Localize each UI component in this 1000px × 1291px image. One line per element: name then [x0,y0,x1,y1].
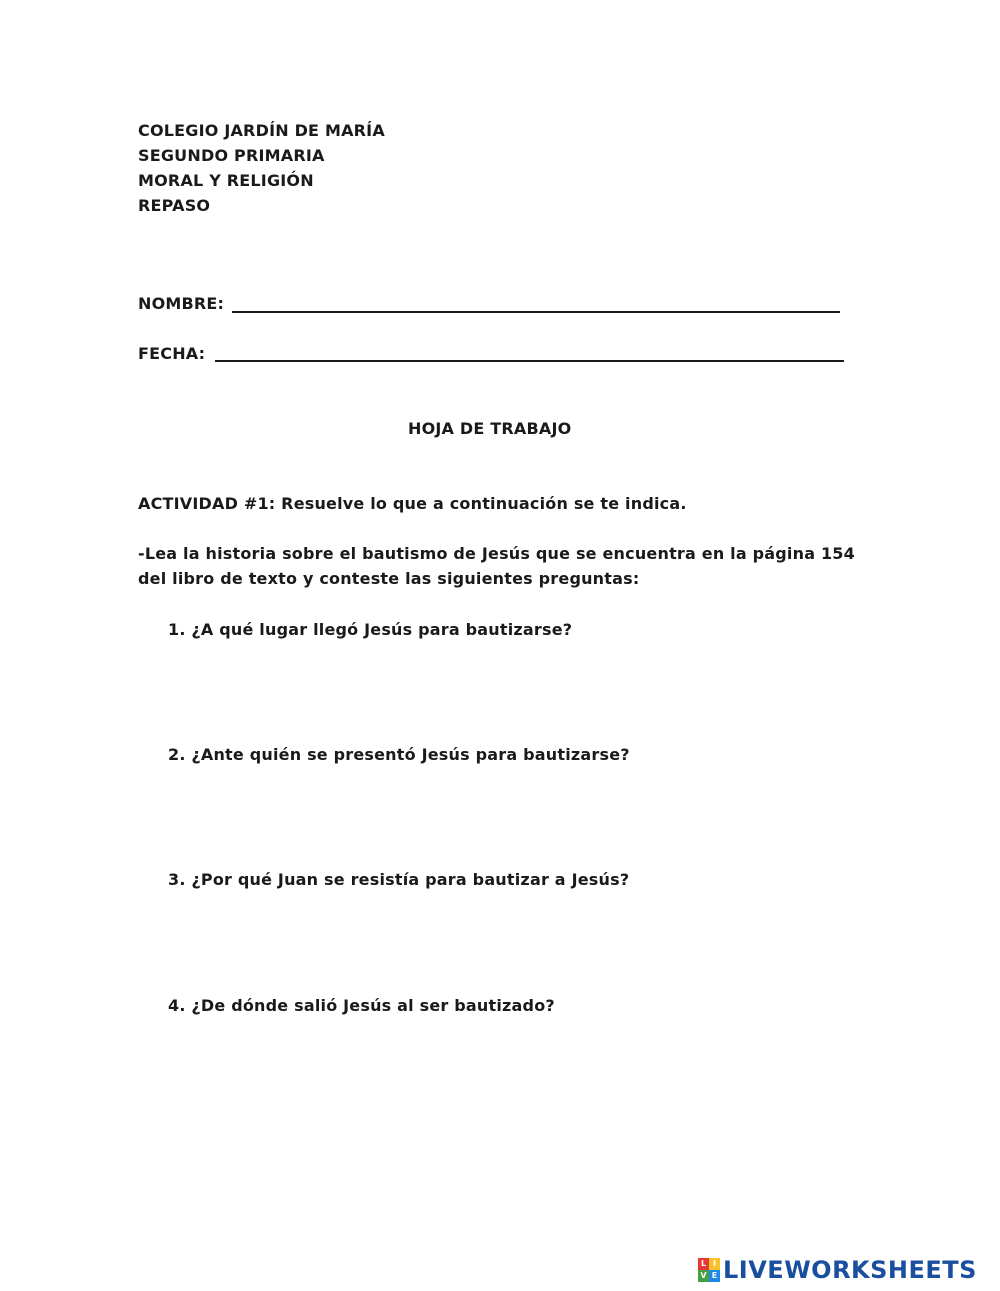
activity-instruction: Resuelve lo que a continuación se te indica. [281,494,687,513]
intro-line-1: -Lea la historia sobre el bautismo de Jesús que se encuentra en la página 154 [138,544,855,563]
answer-area-4[interactable] [196,1026,816,1096]
logo-mark-icon [698,1258,720,1282]
school-name: COLEGIO JARDÍN DE MARÍA [138,121,385,140]
name-field[interactable] [232,311,840,313]
date-label: FECHA: [138,344,206,363]
question-number: 4. [168,996,186,1015]
question-text: ¿Por qué Juan se resistía para bautizar a Jesús? [191,870,630,889]
subject-label: MORAL Y RELIGIÓN [138,171,314,190]
question-text: ¿A qué lugar llegó Jesús para bautizarse? [191,620,573,639]
logo-mark-letter: E [709,1270,720,1282]
answer-area-3[interactable] [196,900,816,970]
activity-heading: ACTIVIDAD #1: [138,494,276,513]
worksheet-type: REPASO [138,196,211,215]
logo-mark-letter: I [709,1258,720,1270]
logo-text: LIVEWORKSHEETS [723,1256,977,1284]
question-text: ¿Ante quién se presentó Jesús para bautizarse? [191,745,630,764]
question-3 [168,870,629,890]
question-4 [168,996,555,1016]
logo-mark-letter: L [698,1258,709,1270]
question-number: 2. [168,745,186,764]
question-2 [168,745,630,765]
header-block [138,118,385,218]
name-label: NOMBRE: [138,294,225,313]
logo-mark-letter: V [698,1270,709,1282]
answer-area-2[interactable] [196,775,816,845]
grade-label: SEGUNDO PRIMARIA [138,146,325,165]
date-field[interactable] [215,360,844,362]
worksheet-title: HOJA DE TRABAJO [408,419,572,438]
intro-line-2: del libro de texto y conteste las siguientes preguntas: [138,569,640,588]
question-number: 3. [168,870,186,889]
question-number: 1. [168,620,186,639]
question-1 [168,620,572,640]
liveworksheets-logo[interactable] [698,1255,977,1285]
question-text: ¿De dónde salió Jesús al ser bautizado? [191,996,555,1015]
answer-area-1[interactable] [196,650,816,720]
activity-line [138,494,687,514]
